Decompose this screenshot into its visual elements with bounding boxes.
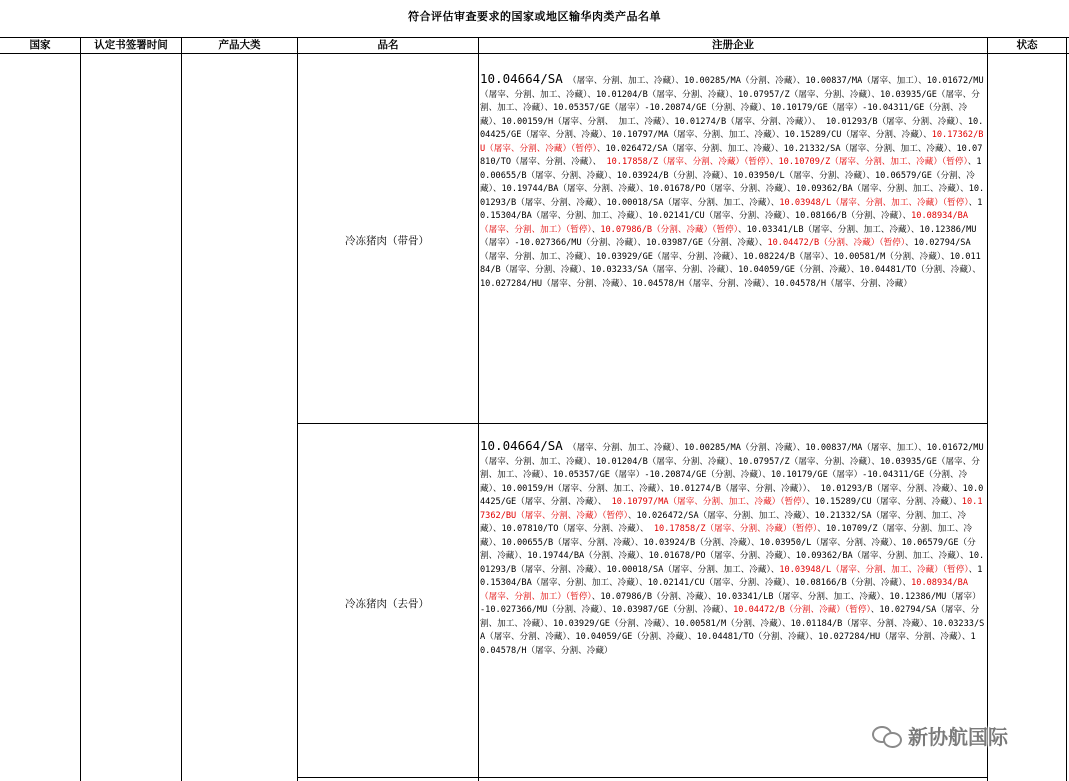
- enterprise-text: 、10.02794/SA（屠宰、分割、加工、冷藏）、10.03929/GE（分割、冷藏）、10.00581/M（分割、冷藏）、10.01184/B（屠宰、分割、冷藏）、10.03233/SA（屠宰、分割、冷藏）、10.04059/GE（分割、冷藏）、10.04481/TO（分割、冷藏）、10.027284/HU（屠宰、分割、冷藏）、10.04578/H（屠宰、分割、冷藏）: [480, 605, 985, 656]
- enterprise-text: 、10.026472/SA（屠宰、分割、加工、冷藏）、10.21332/SA（屠宰、分割、加工、冷藏）、10.07810/TO（屠宰、分割、冷藏）、: [480, 143, 983, 167]
- enterprise-first-code: 10.04664/SA: [480, 439, 563, 453]
- enterprise-suspended-text: 10.03948/L（屠宰、分割、加工、冷藏）（暂停）: [779, 564, 969, 575]
- enterprise-text: 、10.15289/CU（屠宰、分割、冷藏）、: [806, 497, 962, 507]
- header-country[interactable]: 国家: [29, 39, 51, 51]
- enterprise-text: 、10.10709/Z（屠宰、分割、加工、冷藏）、10.00655/B（屠宰、分割、冷藏）、10.03924/B（分割、冷藏）、10.03950/L（屠宰、分割、冷藏）、10.06579/GE（分割、冷藏）、10.19744/BA（分割、冷藏）、10.01678/PO（屠宰、分割、冷藏）、10.09362/BA（屠宰、分割、加工、冷藏）、10.01293/B（屠宰、分割、冷藏）、10.00018/SA（屠宰、分割、加工、冷藏）、: [480, 524, 985, 575]
- enterprise-text: （屠宰、分割、加工、冷藏）、10.00285/MA（分割、冷藏）、10.00837/MA（屠宰、加工）、10.01672/MU（屠宰、分割、加工、冷藏）、10.01204/B（屠宰、分割、冷藏）、10.07957/Z（屠宰、分割、冷藏）、10.03935/GE（屠宰、分割、加工、冷藏）、10.05357/GE（屠宰）-10.20874/GE（分割、冷藏）、10.10179/GE（屠宰）-10.04311/GE（分割、冷藏）、10.00159/H（屠宰、分割、 加工、冷藏）、10.01274/B（屠宰、分割、冷藏））、 10.01293/B（屠宰、分割、冷藏）、10.04425/GE（屠宰、分割、冷藏）、10.10797/MA（屠宰、分割、加工、冷藏）、10.15289/CU（屠宰、分割、冷藏）、: [480, 76, 984, 140]
- column-border: [181, 38, 182, 781]
- product-name-cell[interactable]: 冷冻猪肉（去骨）: [345, 598, 429, 610]
- header-category[interactable]: 产品大类: [218, 39, 261, 51]
- enterprise-suspended-text: 10.17858/Z（屠宰、分割、冷藏）（暂停）、10.10709/Z（屠宰、分割、加工、冷藏）（暂停）: [606, 157, 968, 167]
- enterprise-suspended-text: 10.08934/BA（屠宰、分割、加工）（暂停）: [480, 578, 969, 602]
- enterprise-text: 、10.026472/SA（屠宰、分割、加工、冷藏）、10.21332/SA（屠宰、分割、加工、冷藏）、10.07810/TO（屠宰、分割、冷藏）、: [480, 510, 967, 534]
- enterprise-suspended-text: 10.07986/B（分割、冷藏）（暂停）: [600, 224, 738, 235]
- enterprise-text: 、: [591, 224, 601, 235]
- wechat-icon: [872, 724, 902, 746]
- wechat-watermark: [872, 720, 1062, 750]
- enterprise-suspended-text: 10.17362/BU（屠宰、分割、冷藏）（暂停）: [480, 497, 983, 521]
- enterprise-text: 、10.03341/LB（屠宰、分割、加工、冷藏）、10.12386/MU（屠宰）-10.027366/MU（分割、冷藏）、10.03987/GE（分割、冷藏）、: [480, 224, 977, 248]
- table-title: 符合评估审查要求的国家或地区输华肉类产品名单: [408, 10, 661, 23]
- enterprise-first-code: 10.04664/SA: [480, 72, 563, 86]
- column-border: [1066, 38, 1067, 781]
- enterprise-text: 、10.07986/B（分割、冷藏）、10.03341/LB（屠宰、分割、加工、冷藏）、10.12386/MU（屠宰）-10.027366/MU（分割、冷藏）、10.03987/GE（分割、冷藏）、: [480, 591, 981, 615]
- product-name-cell[interactable]: 冷冻猪肉（带骨）: [345, 235, 429, 247]
- enterprise-suspended-text: 10.10797/MA（屠宰、分割、加工、冷藏）（暂停）: [611, 497, 807, 507]
- enterprise-suspended-text: 10.17858/Z（屠宰、分割、冷藏）（暂停）: [653, 524, 818, 534]
- column-border: [987, 38, 988, 781]
- enterprise-suspended-text: 10.04472/B（分割、冷藏）（暂停）: [767, 238, 906, 248]
- enterprise-text: 、10.15304/BA（屠宰、分割、加工、冷藏）、10.02141/CU（屠宰、分割、冷藏）、10.08166/B（分割、冷藏）、: [480, 197, 983, 221]
- column-border: [80, 38, 81, 781]
- column-border: [478, 38, 479, 781]
- header-product[interactable]: 品名: [377, 39, 399, 51]
- header-enterprises[interactable]: 注册企业: [712, 39, 754, 51]
- enterprise-text: 、10.00655/B（屠宰、分割、冷藏）、10.03924/B（分割、冷藏）、10.03950/L（屠宰、分割、冷藏）、10.06579/GE（分割、冷藏）、10.19744/BA（屠宰、分割、冷藏）、10.01678/PO（屠宰、分割、冷藏）、10.09362/BA（屠宰、分割、加工、冷藏）、10.01293/B（屠宰、分割、冷藏）、10.00018/SA（屠宰、分割、加工、冷藏）、: [480, 157, 985, 208]
- enterprise-suspended-text: 10.03948/L（屠宰、分割、加工、冷藏）（暂停）: [779, 197, 969, 208]
- row-divider: [297, 777, 987, 778]
- enterprise-text: （屠宰、分割、加工、冷藏）、10.00285/MA（分割、冷藏）、10.00837/MA（屠宰、加工）、10.01672/MU（屠宰、分割、加工、冷藏）、10.01204/B（屠宰、分割、冷藏）、10.07957/Z（屠宰、分割、冷藏）、10.03935/GE（屠宰、分割、加工、冷藏）、10.05357/GE（屠宰）-10.20874/GE（分割、冷藏）、10.10179/GE（屠宰）-10.04311/GE（分割、冷藏）、10.00159/H（屠宰、分割、加工、冷藏）、10.01274/B（屠宰、分割、冷藏））、 10.01293/B（屠宰、分割、冷藏）、10.04425/GE（屠宰、分割、冷藏）、: [480, 443, 984, 507]
- enterprise-list-cell[interactable]: [480, 72, 985, 412]
- enterprise-suspended-text: 10.08934/BA（屠宰、分割、加工）（暂停）: [480, 211, 969, 235]
- header-status[interactable]: 状态: [1016, 39, 1038, 51]
- enterprise-text: 、10.15304/BA（屠宰、分割、加工、冷藏）、10.02141/CU（屠宰、分割、冷藏）、10.08166/B（分割、冷藏）、: [480, 564, 983, 588]
- enterprise-suspended-text: 10.04472/B（分割、冷藏）（暂停）: [733, 605, 871, 615]
- enterprise-suspended-text: 10.17362/BU（屠宰、分割、冷藏）（暂停）: [480, 130, 984, 154]
- watermark-text: 新协航国际: [908, 724, 1008, 749]
- enterprise-text: 、10.02794/SA（屠宰、分割、加工、冷藏）、10.03929/GE（屠宰、分割、冷藏）、10.08224/B（屠宰）、10.00581/M（分割、冷藏）、10.01184/B（屠宰、分割、冷藏）、10.03233/SA（屠宰、分割、冷藏）、10.04059/GE（分割、冷藏）、10.04481/TO（分割、冷藏）、10.027284/HU（屠宰、分割、冷藏）、10.04578/H（屠宰、分割、冷藏）、10.04578/H（屠宰、分割、冷藏）: [480, 238, 981, 289]
- header-bottom-border: [0, 53, 1069, 54]
- row-divider: [297, 423, 987, 424]
- header-date[interactable]: 认定书签署时间: [94, 39, 168, 51]
- column-border: [297, 38, 298, 781]
